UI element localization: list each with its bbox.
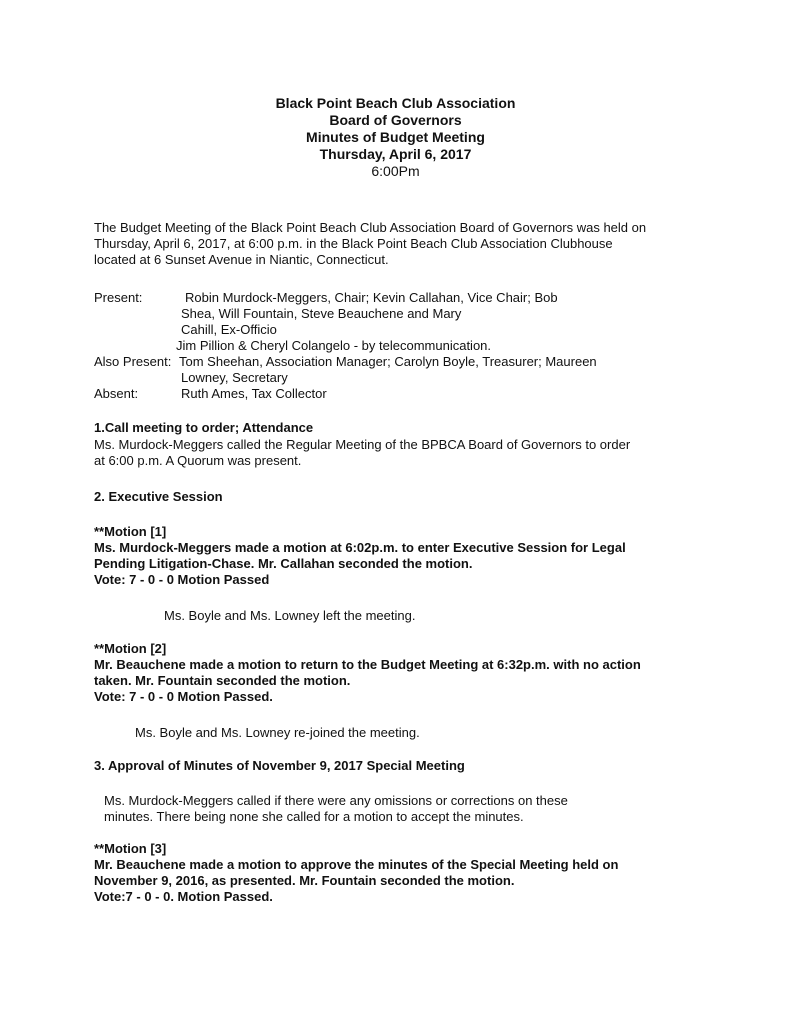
motion-text: taken. Mr. Fountain seconded the motion. (94, 673, 351, 688)
also-present-list: Lowney, Secretary (181, 370, 288, 385)
present-list: Robin Murdock-Meggers, Chair; Kevin Callahan, Vice Chair; Bob (185, 290, 558, 305)
motion-text: Ms. Murdock-Meggers made a motion at 6:02p.m. to enter Executive Session for Legal (94, 540, 626, 555)
section-heading: 2. Executive Session (94, 489, 223, 504)
present-label: Present: (94, 290, 143, 305)
present-list: Cahill, Ex-Officio (181, 322, 277, 337)
board-name: Board of Governors (329, 112, 462, 128)
absent-label: Absent: (94, 386, 139, 401)
intro-line: The Budget Meeting of the Black Point Beach Club Association Board of Governors was held on (94, 220, 647, 235)
motion-text: Pending Litigation-Chase. Mr. Callahan seconded the motion. (94, 556, 473, 571)
intro-line: located at 6 Sunset Avenue in Niantic, Connecticut. (94, 252, 389, 267)
motion-label: **Motion [1] (94, 524, 167, 539)
motion-vote: Vote:7 - 0 - 0. Motion Passed. (94, 889, 273, 904)
also-present-list: Tom Sheehan, Association Manager; Carolyn Boyle, Treasurer; Maureen (179, 354, 597, 369)
motion-text: Mr. Beauchene made a motion to approve the minutes of the Special Meeting held on (94, 857, 619, 872)
section-text: minutes. There being none she called for a motion to accept the minutes. (104, 809, 524, 824)
absent-list: Ruth Ames, Tax Collector (181, 386, 327, 401)
also-present-label: Also Present: (94, 354, 172, 369)
section-heading: 3. Approval of Minutes of November 9, 2017 Special Meeting (94, 758, 465, 773)
present-list: Shea, Will Fountain, Steve Beauchene and Mary (181, 306, 462, 321)
intro-line: Thursday, April 6, 2017, at 6:00 p.m. in the Black Point Beach Club Association Clubhouse (94, 236, 613, 251)
present-telecom: Jim Pillion & Cheryl Colangelo - by telecommunication. (176, 338, 492, 353)
meeting-time: 6:00Pm (371, 163, 420, 179)
document-title: Minutes of Budget Meeting (306, 129, 485, 145)
motion-vote: Vote: 7 - 0 - 0 Motion Passed (94, 572, 270, 587)
motion-text: Mr. Beauchene made a motion to return to the Budget Meeting at 6:32p.m. with no action (94, 657, 641, 672)
motion-text: November 9, 2016, as presented. Mr. Fountain seconded the motion. (94, 873, 515, 888)
meeting-date: Thursday, April 6, 2017 (319, 146, 472, 162)
motion-label: **Motion [2] (94, 641, 167, 656)
meeting-note: Ms. Boyle and Ms. Lowney left the meeting. (164, 608, 416, 623)
section-text: at 6:00 p.m. A Quorum was present. (94, 453, 302, 468)
meeting-note: Ms. Boyle and Ms. Lowney re-joined the meeting. (135, 725, 420, 740)
motion-label: **Motion [3] (94, 841, 167, 856)
motion-vote: Vote: 7 - 0 - 0 Motion Passed. (94, 689, 273, 704)
section-text: Ms. Murdock-Meggers called the Regular Meeting of the BPBCA Board of Governors to order (94, 437, 631, 452)
org-name: Black Point Beach Club Association (275, 95, 516, 111)
section-text: Ms. Murdock-Meggers called if there were any omissions or corrections on these (104, 793, 568, 808)
section-heading: 1.Call meeting to order; Attendance (94, 420, 314, 435)
